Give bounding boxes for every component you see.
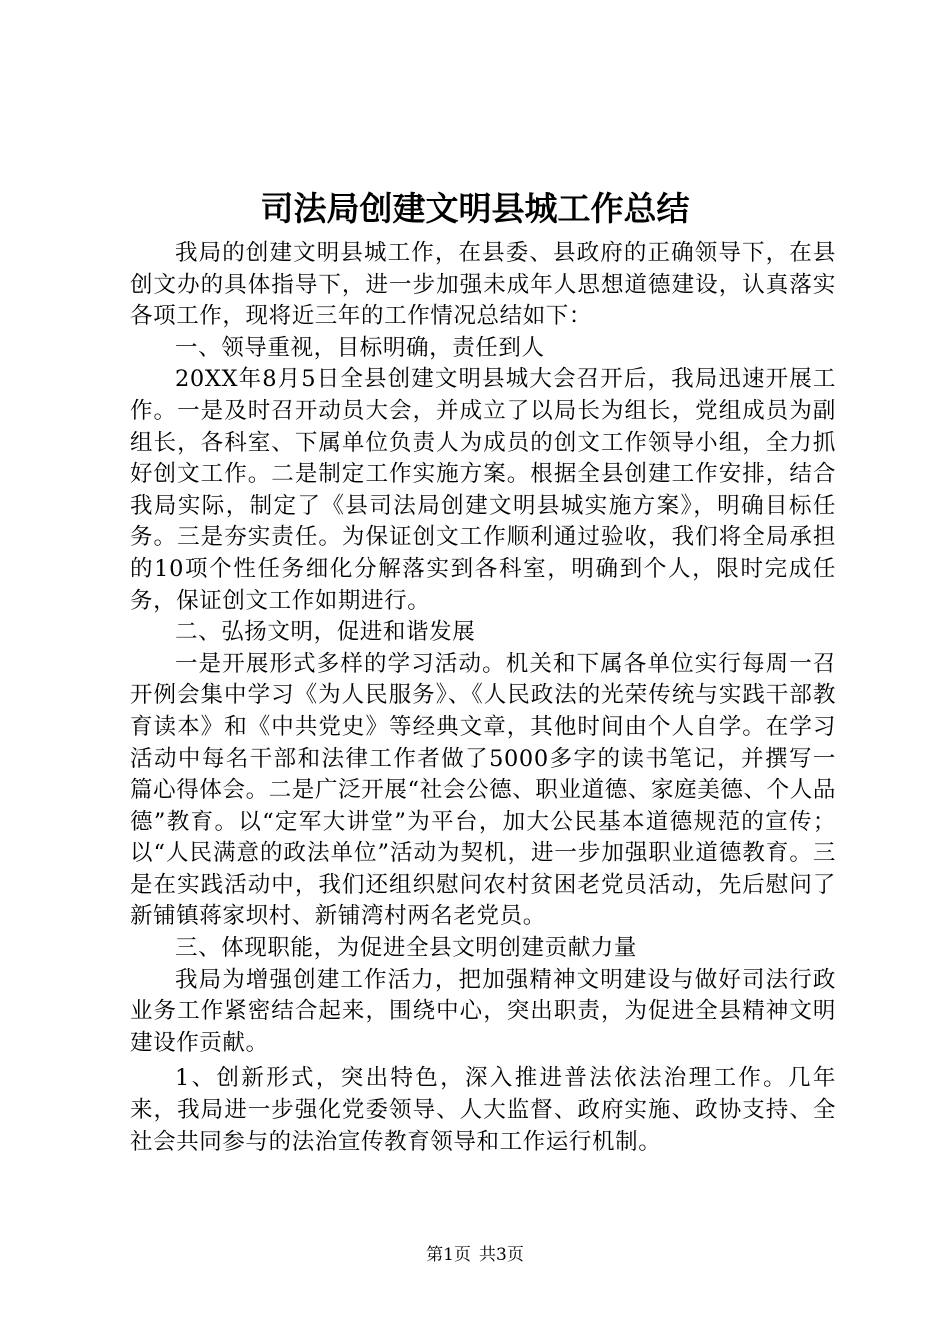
document-title: 司法局创建文明县城工作总结 [260,189,690,228]
section-heading-1: 一、领导重视，目标明确，责任到人 [175,334,545,361]
section-3-item-1-paragraph: 1、创新形式，突出特色，深入推进普法依法治理工作。几年来，我局进一步强化党委领导、人大监督、政府实施、政协支持、全社会共同参与的法治宣传教育领导和工作运行机制。 [130,1065,836,1155]
section-1-paragraph: 20XX年8月5日全县创建文明县城大会召开后，我局迅速开展工作。一是及时召开动员大会，并成立了以局长为组长，党组成员为副组长，各科室、下属单位负责人为成员的创文工作领导小组，全力抓好创文工作。二是制定工作实施方案。根据全县创建工作安排，结合我局实际，制定了《县司法局创建文明县城实施方案》，明确目标任务。三是夯实责任。为保证创文工作顺利通过验收，我们将全局承担的10项个性任务细化分解落实到各科室，明确到个人，限时完成任务，保证创文工作如期进行。 [130,366,836,614]
page-total: 共3页 [479,1245,524,1265]
page-footer [0,1243,950,1267]
section-heading-3: 三、体现职能，为促进全县文明创建贡献力量 [175,935,638,962]
intro-paragraph: 我局的创建文明县城工作，在县委、县政府的正确领导下，在县创文办的具体指导下，进一步加强未成年人思想道德建设，认真落实各项工作，现将近三年的工作情况总结如下： [130,240,836,330]
section-heading-2: 二、弘扬文明，促进和谐发展 [175,619,476,646]
section-2-paragraph: 一是开展形式多样的学习活动。机关和下属各单位实行每周一召开例会集中学习《为人民服务》、《人民政法的光荣传统与实践干部教育读本》和《中共党史》等经典文章，其他时间由个人自学。在学习活动中每名干部和法律工作者做了5000多字的读书笔记，并撰写一篇心得体会。二是广泛开展“社会公德、职业道德、家庭美德、个人品德”教育。以“定军大讲堂”为平台，加大公民基本道德规范的宣传；以“人民满意的政法单位”活动为契机，进一步加强职业道德教育。三是在实践活动中，我们还组织慰问农村贫困老党员活动，先后慰问了新铺镇蒋家坝村、新铺湾村两名老党员。 [130,650,836,930]
page-number: 第1页 [426,1245,471,1265]
section-3-paragraph: 我局为增强创建工作活力，把加强精神文明建设与做好司法行政业务工作紧密结合起来，围绕中心，突出职责，为促进全县精神文明建设作贡献。 [130,966,836,1056]
document-body [130,238,836,1158]
